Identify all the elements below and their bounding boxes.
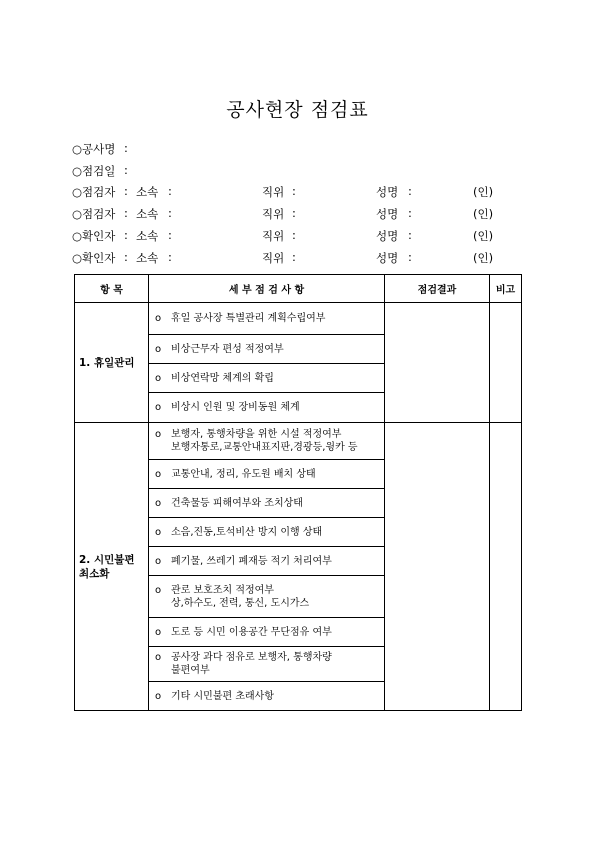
- project-name-colon: :: [124, 141, 128, 155]
- person-dept-label: 소속: [136, 207, 159, 221]
- bullet-icon: o: [155, 626, 162, 638]
- person-line: [72, 250, 512, 266]
- document-title: 공사현장 점검표: [226, 99, 369, 121]
- person-dept-label: 소속: [136, 251, 159, 265]
- person-dept-colon: :: [168, 228, 172, 242]
- person-name-label: 성명: [376, 185, 399, 199]
- check-item-cell: [149, 682, 385, 711]
- table-row: [75, 303, 522, 335]
- category-cell: [75, 423, 149, 711]
- bullet-icon: o: [155, 690, 162, 702]
- table-header-row: [75, 275, 522, 303]
- check-item-cell: [149, 303, 385, 335]
- person-position-colon: :: [292, 206, 296, 220]
- check-item-text: 교통안내, 정리, 유도원 배치 상태: [171, 468, 316, 480]
- check-item-text: 폐기물, 쓰레기 폐재등 적기 처리여부: [171, 555, 332, 567]
- bullet-icon: o: [155, 555, 162, 567]
- result-cell[interactable]: [385, 423, 490, 711]
- check-item-text: 비상근무자 편성 적정여부: [171, 343, 284, 355]
- person-dept-colon: :: [168, 250, 172, 264]
- person-line: [72, 184, 512, 200]
- person-dept-label: 소속: [136, 185, 159, 199]
- person-name-colon: :: [408, 228, 412, 242]
- person-name-colon: :: [408, 206, 412, 220]
- check-item-cell: [149, 460, 385, 489]
- check-item-cell: [149, 393, 385, 423]
- bullet-icon: o: [155, 468, 162, 480]
- check-item-cell: [149, 618, 385, 647]
- category-cell: [75, 303, 149, 423]
- bullet-icon: o: [155, 497, 162, 509]
- bullet-icon: o: [155, 526, 162, 538]
- person-name-colon: :: [408, 250, 412, 264]
- check-item-text: 관로 보호조치 적정여부: [171, 584, 274, 596]
- person-position-colon: :: [292, 184, 296, 198]
- bullet-icon: o: [155, 372, 162, 384]
- person-name-label: 성명: [376, 229, 399, 243]
- person-role-label: ○점검자: [72, 185, 116, 199]
- result-cell[interactable]: [385, 303, 490, 423]
- check-item-cell: [149, 423, 385, 460]
- header-category: 항 목: [75, 275, 149, 303]
- person-role-label: ○확인자: [72, 251, 116, 265]
- person-role-label: ○점검자: [72, 207, 116, 221]
- person-name-colon: :: [408, 184, 412, 198]
- person-position-colon: :: [292, 228, 296, 242]
- person-role-label: ○확인자: [72, 229, 116, 243]
- person-dept-colon: :: [168, 206, 172, 220]
- inspection-date-label: ○점검일: [72, 164, 116, 178]
- person-position-label: 직위: [262, 251, 285, 265]
- header-result: 점검결과: [385, 275, 490, 303]
- bullet-icon: o: [155, 652, 162, 663]
- person-line: [72, 206, 512, 222]
- remarks-cell[interactable]: [490, 303, 522, 423]
- check-item-cell: [149, 518, 385, 547]
- check-item-text: 불편여부: [171, 665, 210, 676]
- check-item-text: 소음,진동,토석비산 방지 이행 상태: [171, 526, 323, 538]
- check-item-cell: [149, 489, 385, 518]
- check-item-text: 공사장 과다 점유로 보행자, 통행차량: [171, 652, 332, 663]
- header-remarks: 비고: [490, 275, 522, 303]
- check-item-text: 상,하수도, 전력, 통신, 도시가스: [171, 597, 310, 609]
- inspection-date-colon: :: [124, 163, 128, 177]
- person-role-colon: :: [124, 206, 128, 220]
- person-position-label: 직위: [262, 185, 285, 199]
- check-item-cell: [149, 335, 385, 364]
- table-row: [75, 423, 522, 460]
- check-item-text: 건축물등 피해여부와 조치상태: [171, 497, 303, 509]
- inspection-date-line: [72, 163, 192, 179]
- bullet-icon: o: [155, 402, 162, 413]
- person-dept-label: 소속: [136, 229, 159, 243]
- project-name-label: ○공사명: [72, 142, 116, 156]
- bullet-icon: o: [155, 343, 162, 355]
- category-label: 1. 휴일관리: [79, 356, 135, 369]
- check-item-text: 도로 등 시민 이용공간 무단점유 여부: [171, 626, 332, 638]
- person-seal: (인): [473, 229, 494, 243]
- person-role-colon: :: [124, 250, 128, 264]
- person-role-colon: :: [124, 228, 128, 242]
- check-item-text: 비상시 인원 및 장비동원 체계: [171, 402, 300, 413]
- header-details: 세 부 점 검 사 항: [149, 275, 385, 303]
- project-name-line: [72, 141, 192, 157]
- category-label: 2. 시민불편: [79, 553, 135, 566]
- bullet-icon: o: [155, 313, 162, 324]
- check-item-text: 기타 시민불편 초래사항: [171, 690, 274, 702]
- check-item-cell: [149, 547, 385, 576]
- check-item-text: 보행자, 통행차량을 위한 시설 적정여부: [171, 429, 342, 440]
- remarks-cell[interactable]: [490, 423, 522, 711]
- check-item-text: 보행자통로,교통안내표지판,경광등,윙카 등: [171, 442, 358, 453]
- check-item-cell: [149, 576, 385, 618]
- person-seal: (인): [473, 251, 494, 265]
- person-position-label: 직위: [262, 207, 285, 221]
- person-seal: (인): [473, 207, 494, 221]
- person-position-colon: :: [292, 250, 296, 264]
- check-item-text: 휴일 공사장 특별관리 계획수립여부: [171, 313, 326, 324]
- person-name-label: 성명: [376, 207, 399, 221]
- category-label: 최소화: [79, 567, 110, 580]
- person-seal: (인): [473, 185, 494, 199]
- person-line: [72, 228, 512, 244]
- check-item-text: 비상연락망 체계의 확립: [171, 372, 274, 384]
- bullet-icon: o: [155, 429, 162, 440]
- person-dept-colon: :: [168, 184, 172, 198]
- person-role-colon: :: [124, 184, 128, 198]
- person-name-label: 성명: [376, 251, 399, 265]
- person-position-label: 직위: [262, 229, 285, 243]
- check-item-cell: [149, 647, 385, 682]
- bullet-icon: o: [155, 584, 162, 596]
- inspection-table: [74, 274, 522, 711]
- check-item-cell: [149, 364, 385, 393]
